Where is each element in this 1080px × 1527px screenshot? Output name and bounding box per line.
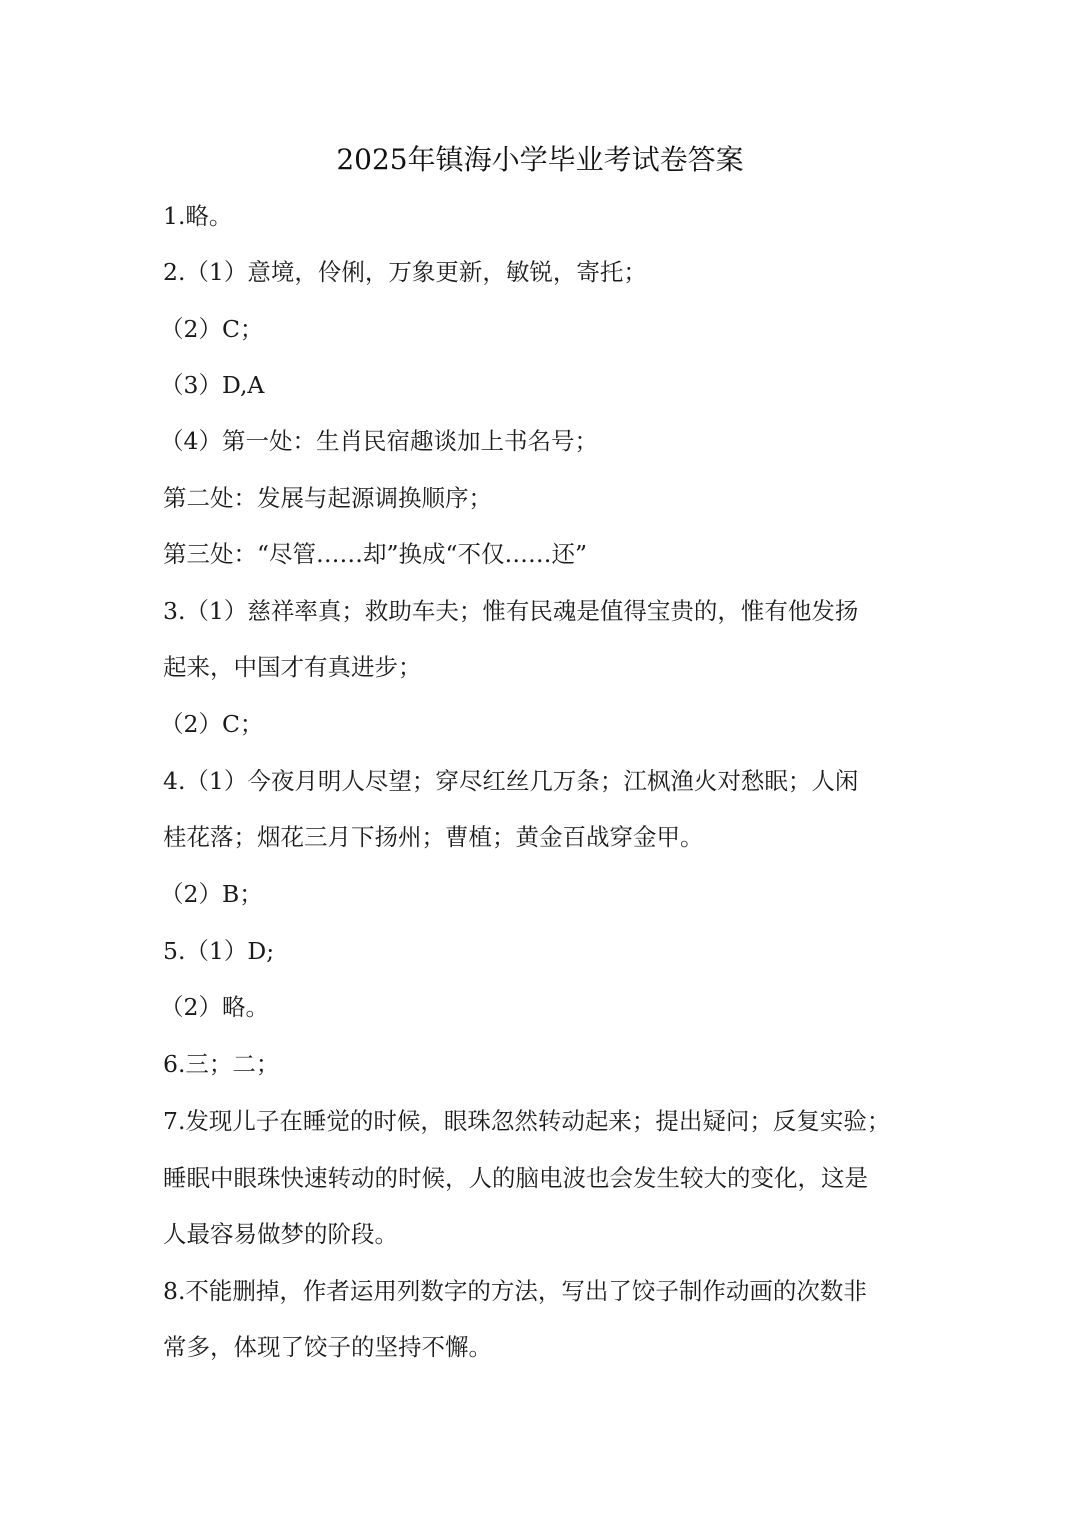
answer-line-2: 2.（1）意境，伶俐，万象更新，敏锐，寄托；	[163, 258, 647, 286]
answer-line-15: （2）略。	[160, 993, 269, 1021]
answer-line-1: 1.略。	[163, 202, 233, 230]
answer-line-12: 桂花落；烟花三月下扬州；曹植；黄金百战穿金甲。	[163, 823, 704, 851]
answer-line-14: 5.（1）D;	[163, 937, 275, 965]
answer-line-9: 起来，中国才有真进步；	[163, 653, 422, 681]
answer-line-6: 第二处：发展与起源调换顺序；	[163, 484, 492, 512]
answer-line-20: 8.不能删掉，作者运用列数字的方法，写出了饺子制作动画的次数非	[163, 1277, 867, 1305]
answer-line-13: （2）B；	[160, 880, 263, 908]
answer-line-11: 4.（1）今夜月明人尽望；穿尽红丝几万条；江枫渔火对愁眠；人闲	[163, 767, 859, 795]
answer-line-5: （4）第一处：生肖民宿趣谈加上书名号；	[160, 427, 598, 455]
answer-line-10: （2）C；	[160, 710, 264, 738]
answer-line-16: 6.三；二；	[163, 1050, 280, 1078]
answer-line-4: （3）D,A	[160, 371, 265, 399]
answer-line-8: 3.（1）慈祥率真；救助车夫；惟有民魂是值得宝贵的，惟有他发扬	[163, 597, 859, 625]
answer-line-17: 7.发现儿子在睡觉的时候，眼珠忽然转动起来；提出疑问；反复实验；	[163, 1107, 891, 1135]
answer-line-21: 常多，体现了饺子的坚持不懈。	[163, 1333, 492, 1361]
answer-line-7: 第三处：“尽管……却”换成“不仅……还”	[163, 540, 588, 568]
answer-line-3: （2）C；	[160, 315, 264, 343]
page-title: 2025年镇海小学毕业考试卷答案	[336, 143, 744, 176]
answer-line-18: 睡眠中眼珠快速转动的时候，人的脑电波也会发生较大的变化，这是	[163, 1164, 868, 1192]
answer-line-19: 人最容易做梦的阶段。	[163, 1220, 398, 1248]
